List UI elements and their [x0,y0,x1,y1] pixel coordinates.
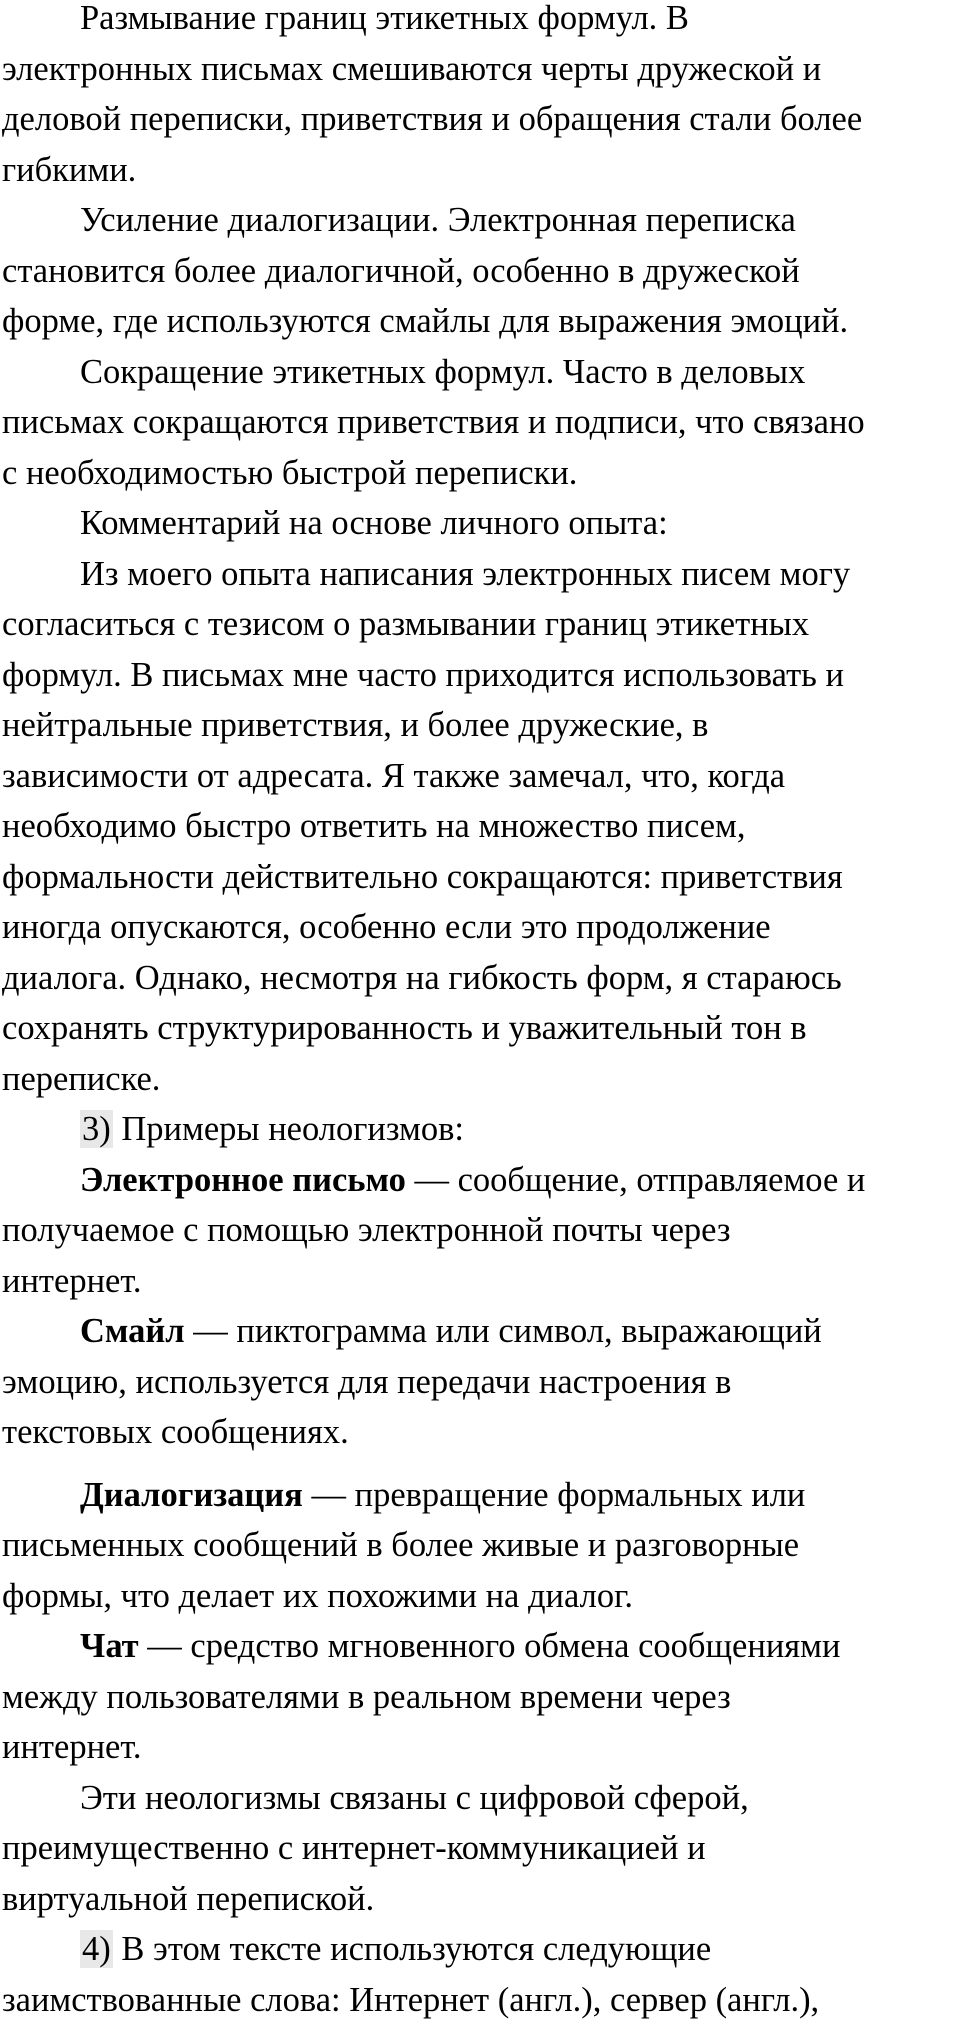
paragraph-neologisms-heading [2,1104,960,1155]
definition-chat [2,1621,960,1773]
text-line: Размывание границ этикетных формул. В [80,0,689,37]
text-line: сохранять структурированность и уважительный тон в [2,1009,807,1047]
text-line: становится более диалогичной, особенно в дружеской [2,251,800,290]
text-line [2,1470,960,1521]
paragraph-text: В этом тексте используются следующие [112,1930,712,1968]
text-line [2,1621,960,1672]
text-line: письмах сокращаются приветствия и подписи, что связано [2,403,865,441]
text-line: с необходимостью быстрой переписки. [2,453,578,492]
term: Диалогизация [80,1475,303,1514]
text-line: гибкими. [2,150,137,189]
term: Чат [80,1627,139,1665]
text-line: иногда опускаются, особенно если это продолжение [2,908,771,946]
text-line: деловой переписки, приветствия и обращения стали более [2,100,863,138]
text-line [2,1155,960,1206]
item-number: 4) [82,1930,111,1968]
text-line: нейтральные приветствия, и более дружеские, в [2,706,709,744]
text-line: между пользователями в реальном времени через [2,1677,731,1716]
text-line: диалога. Однако, несмотря на гибкость форм, я стараюсь [2,958,842,997]
text-line: формы, что делает их похожими на диалог. [2,1576,633,1615]
item-number: 3) [82,1110,111,1148]
text-line [2,1924,960,1975]
definition-email [2,1155,960,1307]
definition-text: — превращение формальных или [302,1475,806,1514]
text-line [2,1306,960,1357]
heading-text: Примеры неологизмов: [112,1110,464,1148]
text-line: форме, где используются смайлы для выражения эмоций. [2,302,849,340]
definition-text: — сообщение, отправляемое и [405,1160,866,1199]
text-line: электронных письмах смешиваются черты дружеской и [2,49,822,88]
text-line: формальности действительно сокращаются: приветствия [2,857,843,896]
text-line: интернет. [2,1728,142,1766]
text-line: Сокращение этикетных формул. Часто в деловых [80,352,806,391]
text-line: получаемое с помощью электронной почты через [2,1211,731,1249]
text-line: интернет. [2,1261,142,1300]
paragraph-blurring-boundaries [2,0,960,195]
text-line: формул. В письмах мне часто приходится использовать и [2,655,844,694]
paragraph-comment-heading [2,498,960,549]
text-line: эмоцию, используется для передачи настроения в [2,1362,732,1401]
text-line: преимущественно с интернет-коммуникацией и [2,1829,706,1867]
definition-text: — средство мгновенного обмена сообщениями [138,1627,841,1665]
text-line: согласиться с тезисом о размывании границ этикетных [2,605,810,643]
text-line: переписке. [2,1059,161,1098]
text-line: Комментарий на основе личного опыта: [80,504,668,542]
term: Смайл [80,1312,185,1350]
text-line: необходимо быстро ответить на множество писем, [2,807,746,845]
paragraph-reduction [2,347,960,499]
definition-smiley [2,1306,960,1458]
text-line: Усиление диалогизации. Электронная переписка [80,201,796,239]
text-line [2,1104,960,1155]
text-line: текстовых сообщениях. [2,1413,349,1451]
definition-dialogization [2,1470,960,1622]
paragraph-neologisms-summary [2,1773,960,1925]
text-line: Эти неологизмы связаны с цифровой сферой, [80,1778,749,1817]
text-line: виртуальной перепиской. [2,1879,375,1918]
paragraph-personal-experience [2,549,960,1105]
definition-text: — пиктограмма или символ, выражающий [184,1312,822,1350]
text-line: письменных сообщений в более живые и разговорные [2,1526,800,1564]
text-line: заимствованные слова: Интернет (англ.), сервер (англ.), [2,1980,820,2019]
paragraph-dialogization [2,195,960,347]
text-line: Из моего опыта написания электронных писем могу [80,554,851,593]
term: Электронное письмо [80,1160,406,1199]
text-line: зависимости от адресата. Я также замечал, что, когда [2,756,786,795]
paragraph-borrowed-words [2,1924,960,2025]
